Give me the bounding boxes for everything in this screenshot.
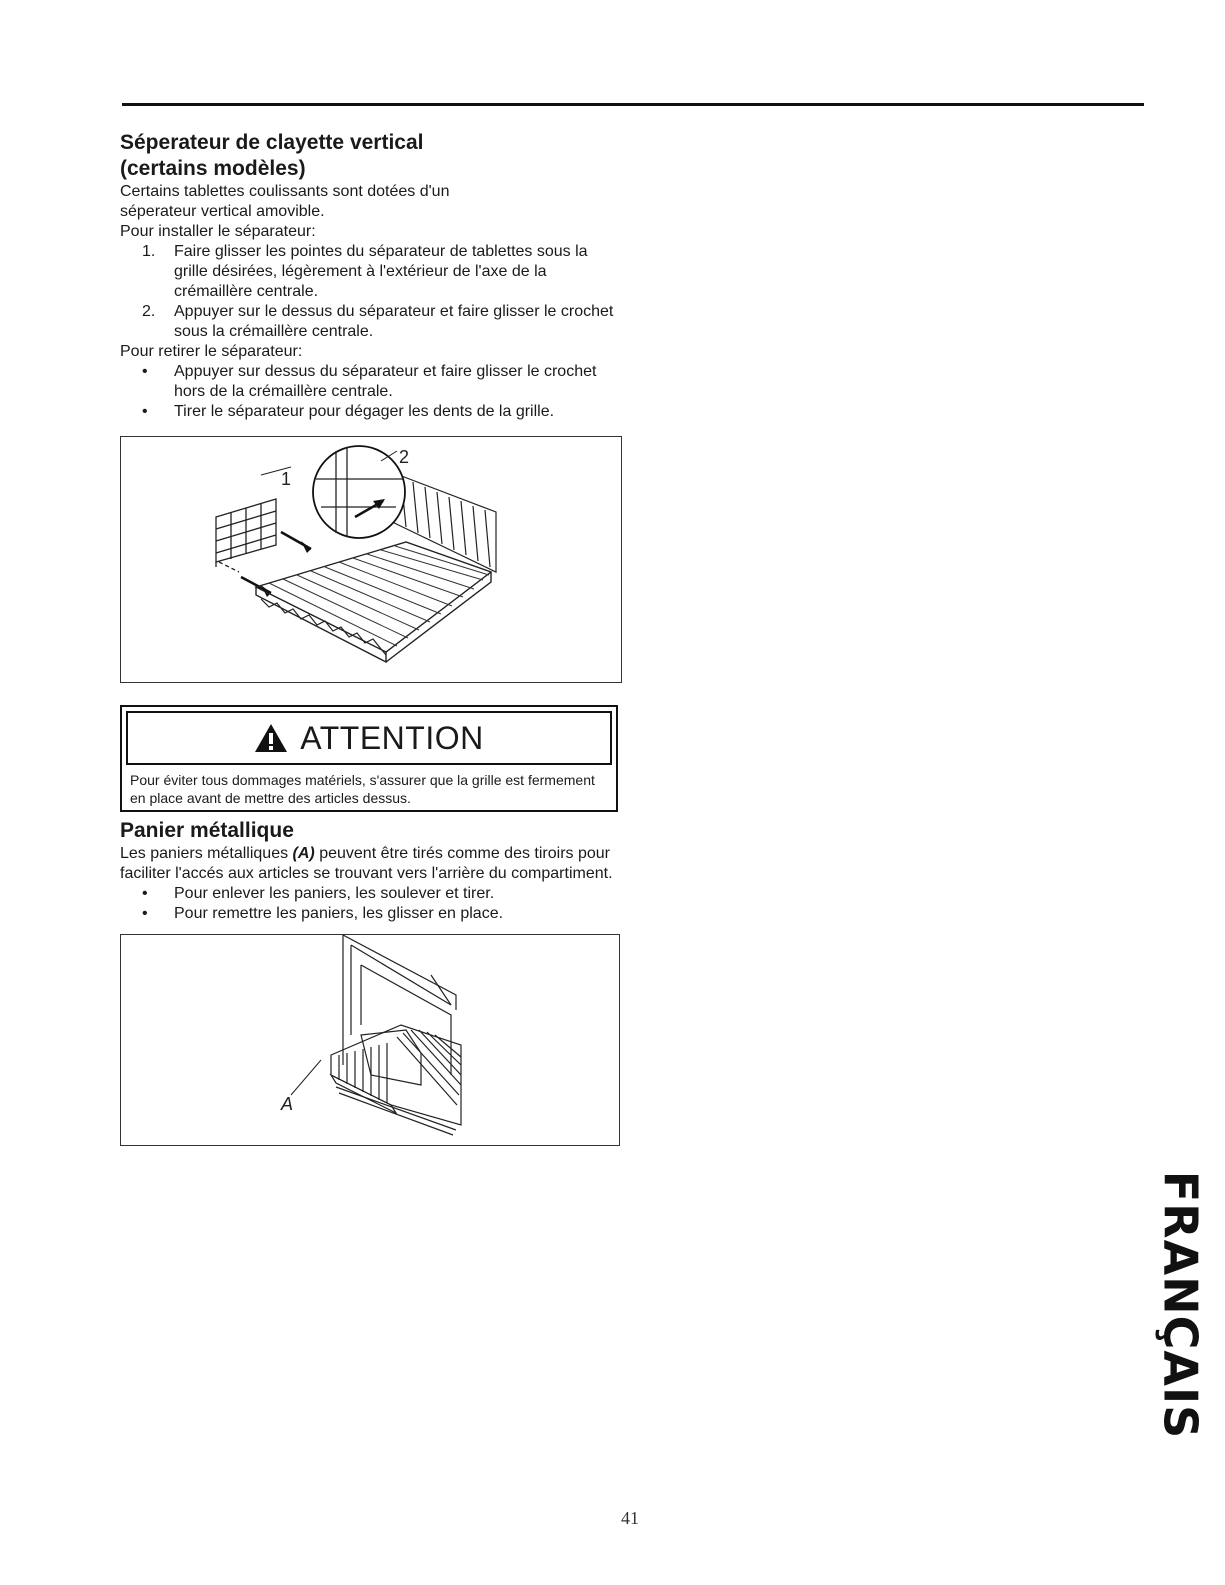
language-tab <box>1150 1170 1210 1440</box>
wire-basket-drawing <box>121 935 619 1145</box>
section2 <box>120 818 625 924</box>
remove-bullet: • Appuyer sur dessus du séparateur et faire glisser le crochet hors de la crémaillère centrale. <box>142 363 597 400</box>
warning-icon <box>254 723 288 753</box>
section1-intro: Certains tablettes coulissants sont dotées d'un séperateur vertical amovible. <box>120 183 450 220</box>
install-steps <box>120 242 625 342</box>
attention-box <box>120 705 618 812</box>
basket-bullets <box>120 884 625 924</box>
remove-bullets <box>120 362 625 422</box>
install-step: 1. Faire glisser les pointes du séparateur de tablettes sous la grille désirées, légèrement à l'extérieur de l'axe de la crémaillère centrale. <box>142 243 588 300</box>
page-number: 41 <box>621 1508 639 1528</box>
top-rule <box>122 103 1144 106</box>
attention-title: ATTENTION <box>300 719 484 756</box>
section2-title: Panier métallique <box>120 819 294 842</box>
attention-text: Pour éviter tous dommages matériels, s'assurer que la grille est fermement en place avant de mettre des articles dessus. <box>130 772 595 806</box>
install-label: Pour installer le séparateur: <box>120 223 316 240</box>
basket-bullet: • Pour remettre les paniers, les glisser en place. <box>142 905 504 922</box>
attention-header <box>126 711 612 765</box>
section1-title: Séperateur de clayette vertical (certains modèles) <box>120 131 424 180</box>
install-step: 2. Appuyer sur le dessus du séparateur et faire glisser le crochet sous la crémaillère centrale. <box>142 303 614 340</box>
shelf-divider-illustration <box>120 436 622 683</box>
section2-intro: Les paniers métalliques (A) peuvent être tirés comme des tiroirs pour faciliter l'accés aux articles se trouvant vers l'arrière du compartiment. <box>120 845 613 882</box>
basket-bullet: • Pour enlever les paniers, les soulever et tirer. <box>142 885 495 902</box>
callout-a: A <box>281 1094 294 1114</box>
callout-2: 2 <box>399 447 410 467</box>
language-label: FRANÇAIS <box>1153 1170 1208 1440</box>
basket-ref: (A) <box>292 845 315 862</box>
callout-1: 1 <box>281 469 292 489</box>
shelf-divider-drawing <box>121 437 621 682</box>
remove-label: Pour retirer le séparateur: <box>120 343 303 360</box>
remove-bullet: • Tirer le séparateur pour dégager les dents de la grille. <box>142 403 555 420</box>
wire-basket-illustration <box>120 934 620 1146</box>
content-column <box>120 130 625 1146</box>
